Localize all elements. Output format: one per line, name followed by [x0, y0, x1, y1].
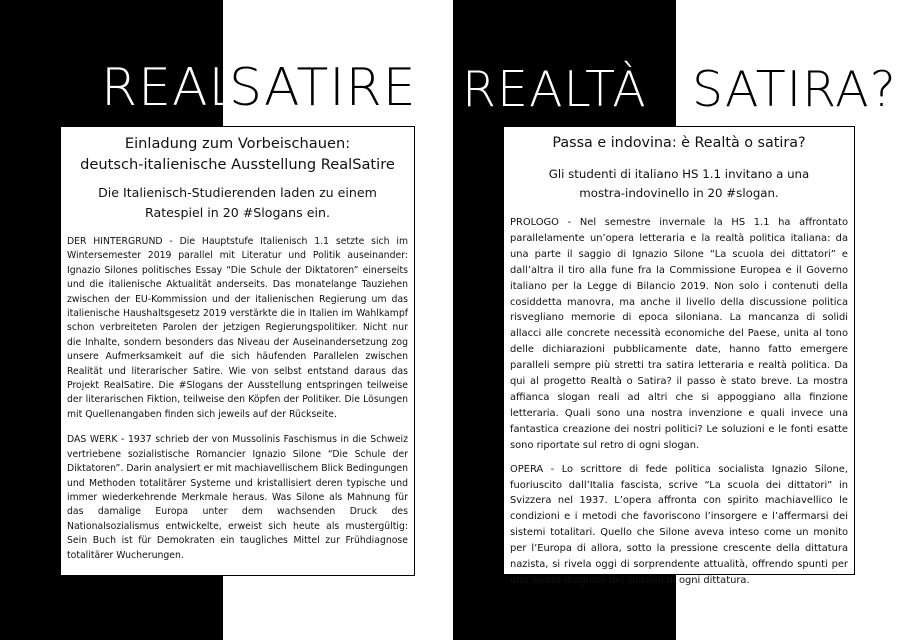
- left-headline-real: REAL: [101, 58, 239, 118]
- left-card-lead: [67, 183, 408, 223]
- left-p1-text: Die Hauptstufe Italienisch 1.1 setzte sich im Wintersemester 2019 parallel mit Literatur und Politik auseinander: Ignazio Silones politisches Essay “Die Schule der Diktatoren” einerseits und die italienische Aktualität anderseits. Das monatelange Tauziehen zwischen der EU-Kommission und der italienischen Regierung um das italienische Haushaltsgesetz 2019 verstärkte die in Italien im Wahlkampf schon verbreiteten Parolen der jetzigen Regierungspolitiker. Nicht nur die Inhalte, sondern besonders das Niveau der Auseinandersetzung zog unsere Aufmerksamkeit auf die sich häufenden Parallelen zwischen Realität und literarischer Satire. Wie von selbst entstand daraus das Projekt RealSatire. Die #Slogans der Ausstellung entspringen teilweise der literarischen Fiktion, teilweise den Köpfen der Politiker. Die Lösungen mit Quellenangaben finden sich jeweils auf der Rückseite.: [67, 236, 409, 420]
- left-paragraph-background: [67, 235, 408, 422]
- left-paragraph-work: [67, 433, 408, 563]
- right-paragraph-prologue: [510, 215, 848, 454]
- left-title-line2: deutsch-italienische Ausstellung RealSatire: [80, 156, 395, 173]
- right-p2-label: OPERA -: [510, 463, 555, 475]
- left-lead-line2: Ratespiel in 20 #Slogans ein.: [145, 205, 330, 220]
- left-lead-line1: Die Italienisch-Studierenden laden zu einem: [98, 185, 377, 200]
- right-paragraph-opera: [510, 462, 848, 589]
- left-text-card: [60, 126, 415, 576]
- right-card-title: Passa e indovina: è Realtà o satira?: [552, 135, 806, 151]
- right-p1-text: Nel semestre invernale la HS 1.1 ha affrontato parallelamente un’opera letteraria e la realtà politica italiana: da una parte il saggio di Ignazio Silone “La scuola dei dittatori” e dall’altra il tiro alla fune fra la Commissione Europea e il Governo italiano per la Legge di Bilancio 2019. Non solo i contenuti della cosiddetta manovra, ma anche il livello della discussione politica risvegliano memorie di epoca siloniana. La mancanza di solidi allacci alle concrete necessità economiche del Paese, unita al tono delle dichiarazioni pubblicamente date, hanno fatto emergere paralleli sempre più stretti tra satira letteraria e realtà politica. Da qui al progetto Realtà o Satira? il passo è stato breve. La mostra affianca slogan reali ad altri che si appoggiano alla finzione letteraria. Quali sono una nostra invenzione e quali invece una fantastica creazione dei nostri politici? Le soluzioni e le fonti esatte sono riportate sul retro di ogni slogan.: [510, 217, 848, 451]
- left-card-title: [67, 133, 408, 175]
- left-headline-satire: SATIRE: [229, 58, 417, 118]
- left-p1-label: DER HINTERGRUND -: [67, 236, 173, 247]
- right-headline-o: o: [661, 82, 679, 113]
- right-p1-label: PROLOGO -: [510, 217, 572, 228]
- right-headline-realta: REALTÀ: [462, 61, 647, 118]
- right-card-lead: [510, 165, 848, 203]
- right-text-card: [503, 126, 855, 586]
- right-lead-line1: Gli studenti di italiano HS 1.1 invitano a una: [548, 167, 810, 181]
- right-lead-line2: mostra-indovinello in 20 #slogan.: [579, 186, 779, 200]
- left-p2-label: DAS WERK -: [67, 434, 125, 446]
- right-p2-text: Lo scrittore di fede politica socialista Ignazio Silone, fuoriuscito dall’Italia fascista, scrive “La scuola dei dittatori” in Svizzera nel 1937. L’opera affronta con spirito machiavellico le condizioni e i metodi che favoriscono l’insorgere e l’affermarsi dei sistemi totalitari. Quello che Silone aveva inteso come un monito per l’Europa di allora, sotto la pressione crescente della dittatura nazista, si rivela oggi di sorprendente attualità, offrendo spunti per una lucida diagnosi dei sintomi di ogni dittatura.: [510, 463, 849, 586]
- left-title-line1: Einladung zum Vorbeischauen:: [124, 135, 351, 152]
- right-headline-satira: SATIRA?: [692, 61, 897, 118]
- left-p2-text: 1937 schrieb der von Mussolinis Faschismus in die Schweiz vertriebene sozialistische Romancier Ignazio Silone “Die Schule der Diktatoren”. Darin analysiert er mit machiavellischem Blick Bedingungen und Methoden totalitärer Systeme und kristallisiert deren typische und immer wiederkehrende Merkmale heraus. Was Silone als Mahnung für das damalige Europa unter dem wachsenden Druck des Nationalsozialismus entwickelte, erweist sich heute als mustergültig: Sein Buch ist für Demokraten ein taugliches Mittel zur Frühdiagnose totalitärer Wucherungen.: [67, 434, 408, 561]
